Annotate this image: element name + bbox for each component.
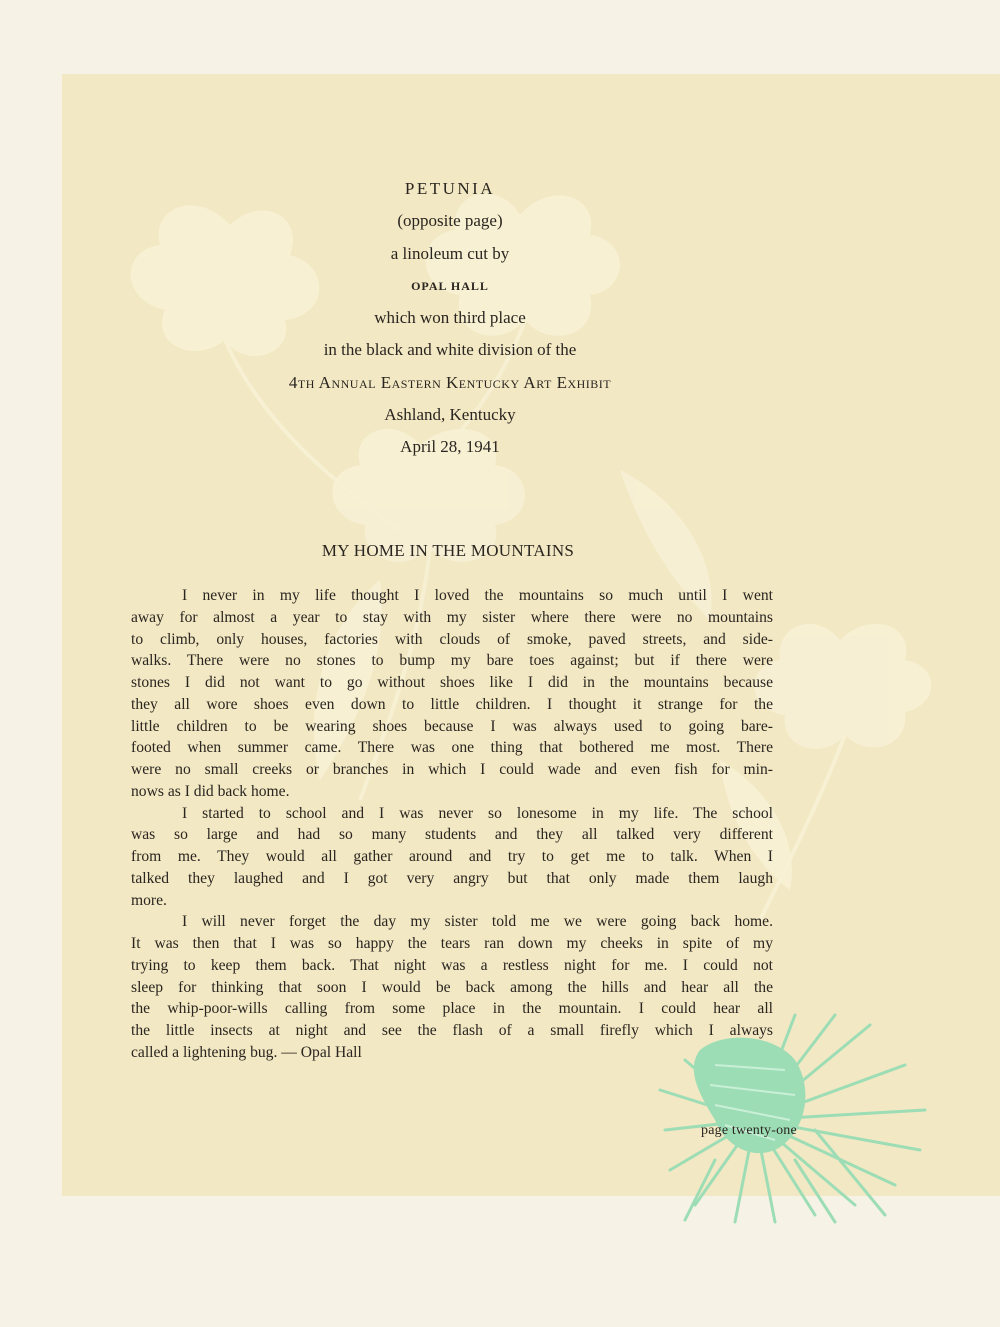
- caption-artist: OPAL HALL: [411, 278, 489, 293]
- essay-line: I never in my life thought I loved the mountains so much until I went: [182, 587, 773, 604]
- essay-body: [131, 585, 773, 1064]
- essay-line: were no small creeks or branches in which I could wade and even fish for min-: [131, 761, 773, 778]
- essay-line: footed when summer came. There was one thing that bothered me most. There: [131, 739, 773, 757]
- caption-exhibit: 4th Annual Eastern Kentucky Art Exhibit: [288, 372, 612, 392]
- essay-line: I started to school and I was never so lonesome in my life. The school: [182, 804, 773, 822]
- essay-line: trying to keep them back. That night was a restless night for me. I could not: [131, 956, 773, 974]
- essay-line: I will never forget the day my sister told me we were going back home.: [182, 913, 773, 931]
- caption-award: which won third place: [374, 308, 526, 328]
- caption-medium: a linoleum cut by: [390, 243, 510, 263]
- essay-line: from me. They would all gather around and try to get me to talk. When I: [131, 848, 773, 865]
- essay-line: sleep for thinking that soon I would be back among the hills and hear all the: [131, 978, 773, 996]
- essay-line: called a lightening bug. — Opal Hall: [131, 1043, 362, 1061]
- essay-line: talked they laughed and I got very angry but that only made them laugh: [131, 869, 773, 887]
- page-number: page twenty-one: [701, 1123, 797, 1138]
- essay-line: the whip-poor-wills calling from some place in the mountain. I could hear all: [131, 1000, 773, 1018]
- essay-line: they all wore shoes even down to little children. I thought it strange for the: [131, 695, 773, 713]
- essay-line: the little insects at night and see the flash of a small firefly which I always: [131, 1022, 773, 1039]
- caption-note: (opposite page): [397, 211, 503, 231]
- essay-line: walks. There were no stones to bump my bare toes against; but if there were: [131, 652, 773, 670]
- caption-division: in the black and white division of the: [323, 340, 577, 360]
- essay-line: nows as I did back home.: [131, 782, 290, 800]
- essay-line: little children to be wearing shoes because I was always used to going bare-: [131, 717, 773, 735]
- caption-date: April 28, 1941: [400, 437, 500, 457]
- essay-line: away for almost a year to stay with my sister where there were no mountains: [131, 608, 773, 626]
- essay-line: It was then that I was so happy the tears ran down my cheeks in spite of my: [131, 935, 773, 952]
- caption-location: Ashland, Kentucky: [384, 405, 516, 425]
- essay-line: more.: [131, 891, 167, 909]
- essay-line: stones I did not want to go without shoes like I did in the mountains because: [131, 674, 773, 691]
- essay-line: to climb, only houses, factories with clouds of smoke, paved streets, and side-: [131, 630, 773, 648]
- caption-title: PETUNIA: [404, 179, 496, 198]
- essay-line: was so large and had so many students and they all talked very different: [131, 826, 773, 844]
- artwork-caption: [0, 176, 900, 467]
- essay-title: MY HOME IN THE MOUNTAINS: [321, 541, 575, 560]
